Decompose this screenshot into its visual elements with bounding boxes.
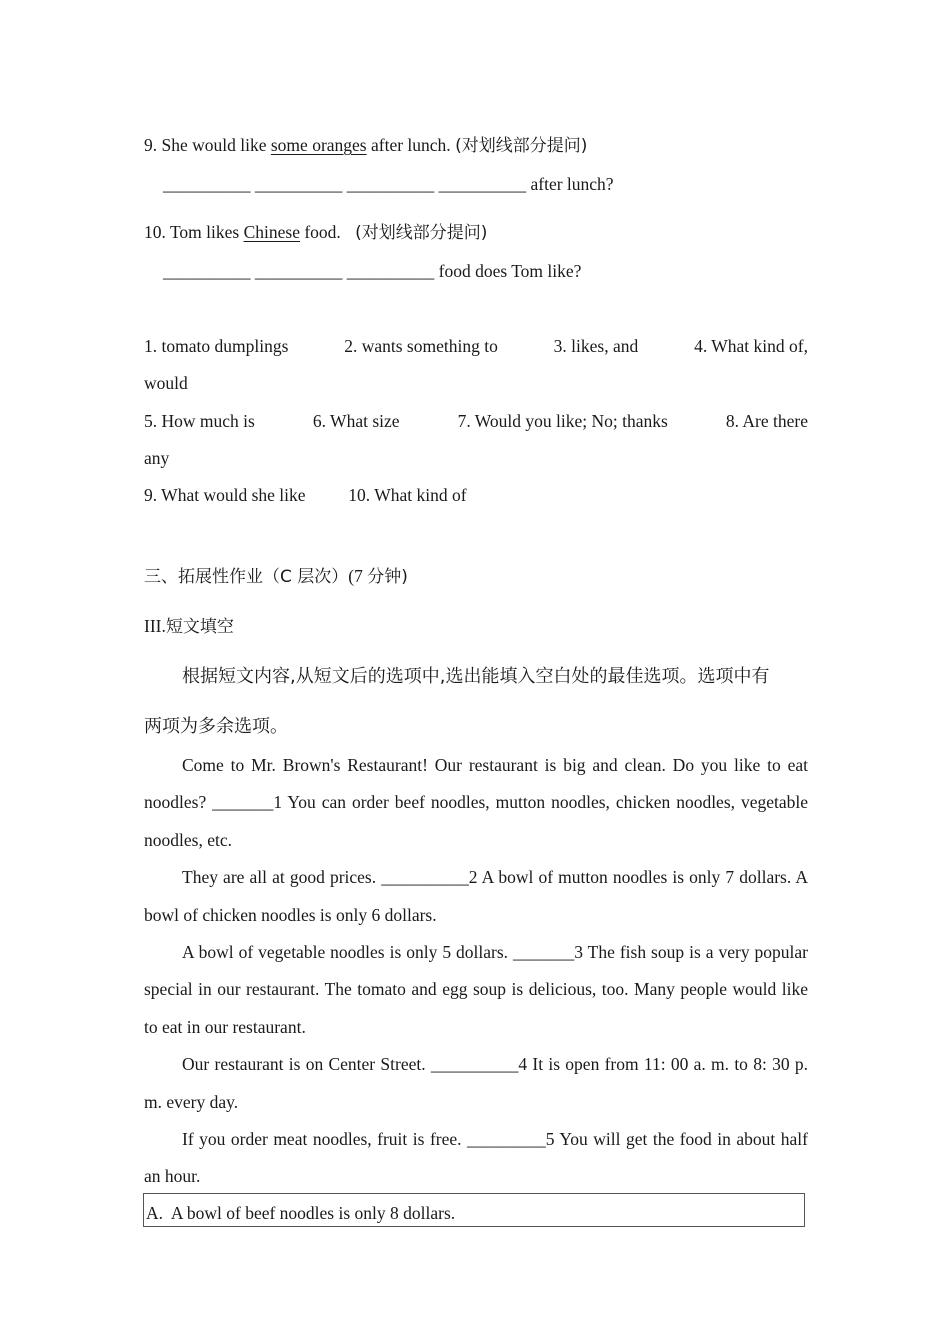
option-a <box>146 1203 455 1224</box>
answer-item: 3. likes, and <box>553 336 639 356</box>
answer-key-wrap-2: any <box>144 448 170 468</box>
underlined-phrase: Chinese <box>243 222 300 242</box>
option-text: A bowl of beef noodles is only 8 dollars. <box>170 1203 456 1223</box>
question-instruction: (对划线部分提问) <box>455 136 588 156</box>
section-heading-unit: 分钟) <box>367 567 408 587</box>
answer-key-row-2 <box>144 411 808 432</box>
answer-item: 7. Would you like; No; thanks <box>457 411 668 431</box>
answer-key-wrap-1: would <box>144 373 188 393</box>
question-number: 9. <box>144 135 158 155</box>
answer-item: 5. How much is <box>144 411 255 431</box>
answer-key-row-3 <box>144 485 467 506</box>
answer-item: 6. What size <box>312 411 400 431</box>
question-9 <box>144 131 587 156</box>
answer-item: 10. What kind of <box>348 485 467 505</box>
section-heading-time: (7 <box>348 566 363 586</box>
passage-paragraph-4 <box>144 1046 808 1121</box>
paragraph-text: If you order meat noodles, fruit is free. _________5 You will get the food in about half an hour. <box>144 1129 808 1187</box>
answer-blank-line-9: __________ __________ __________ __________ after lunch? <box>163 174 614 194</box>
question-instruction: (对划线部分提问) <box>355 223 488 243</box>
question-text: Tom likes <box>169 222 240 242</box>
paragraph-text: Our restaurant is on Center Street. __________4 It is open from 11: 00 a. m. to 8: 30 p. m. every day. <box>144 1054 808 1112</box>
answer-item: 2. wants something to <box>344 336 498 356</box>
sub-heading-title: 短文填空 <box>165 617 234 637</box>
question-text: She would like <box>161 135 267 155</box>
question-text-end: after lunch. <box>371 135 451 155</box>
instructions-line-2: 两项为多余选项。 <box>144 716 288 737</box>
instructions-line-1: 根据短文内容,从短文后的选项中,选出能填入空白处的最佳选项。选项中有 <box>182 666 770 687</box>
answer-key-row-1 <box>144 336 808 357</box>
question-number: 10. <box>144 222 166 242</box>
passage-paragraph-3 <box>144 934 808 1046</box>
question-text-end: food. <box>304 222 341 242</box>
paragraph-text: Come to Mr. Brown's Restaurant! Our restaurant is big and clean. Do you like to eat noodles? _______1 You can order beef noodles, mutton noodles, chicken noodles, vegetable noodles, etc. <box>144 755 808 850</box>
section-heading-title: 三、拓展性作业（C 层次） <box>144 567 349 587</box>
answer-item: 1. tomato dumplings <box>144 336 289 356</box>
answer-item: 4. What kind of, <box>694 336 808 356</box>
option-letter: A. <box>146 1203 164 1223</box>
passage <box>144 747 808 1196</box>
passage-paragraph-5 <box>144 1121 808 1196</box>
underlined-phrase: some oranges <box>270 135 367 155</box>
section-heading <box>144 562 408 587</box>
sub-heading-roman: III. <box>144 616 166 636</box>
sub-heading <box>144 612 234 637</box>
paragraph-text: A bowl of vegetable noodles is only 5 dollars. _______3 The fish soup is a very popular special in our restaurant. The tomato and egg soup is delicious, too. Many people would like to eat in our restaurant. <box>144 942 808 1037</box>
paragraph-text: They are all at good prices. __________2 A bowl of mutton noodles is only 7 dollars. A bowl of chicken noodles is only 6 dollars. <box>144 867 808 925</box>
options-table <box>143 1193 805 1227</box>
answer-item: 9. What would she like <box>144 485 306 505</box>
question-10 <box>144 218 487 243</box>
passage-paragraph-1 <box>144 747 808 859</box>
passage-paragraph-2 <box>144 859 808 934</box>
answer-blank-line-10: __________ __________ __________ food does Tom like? <box>163 261 582 281</box>
answer-item: 8. Are there <box>725 411 808 431</box>
